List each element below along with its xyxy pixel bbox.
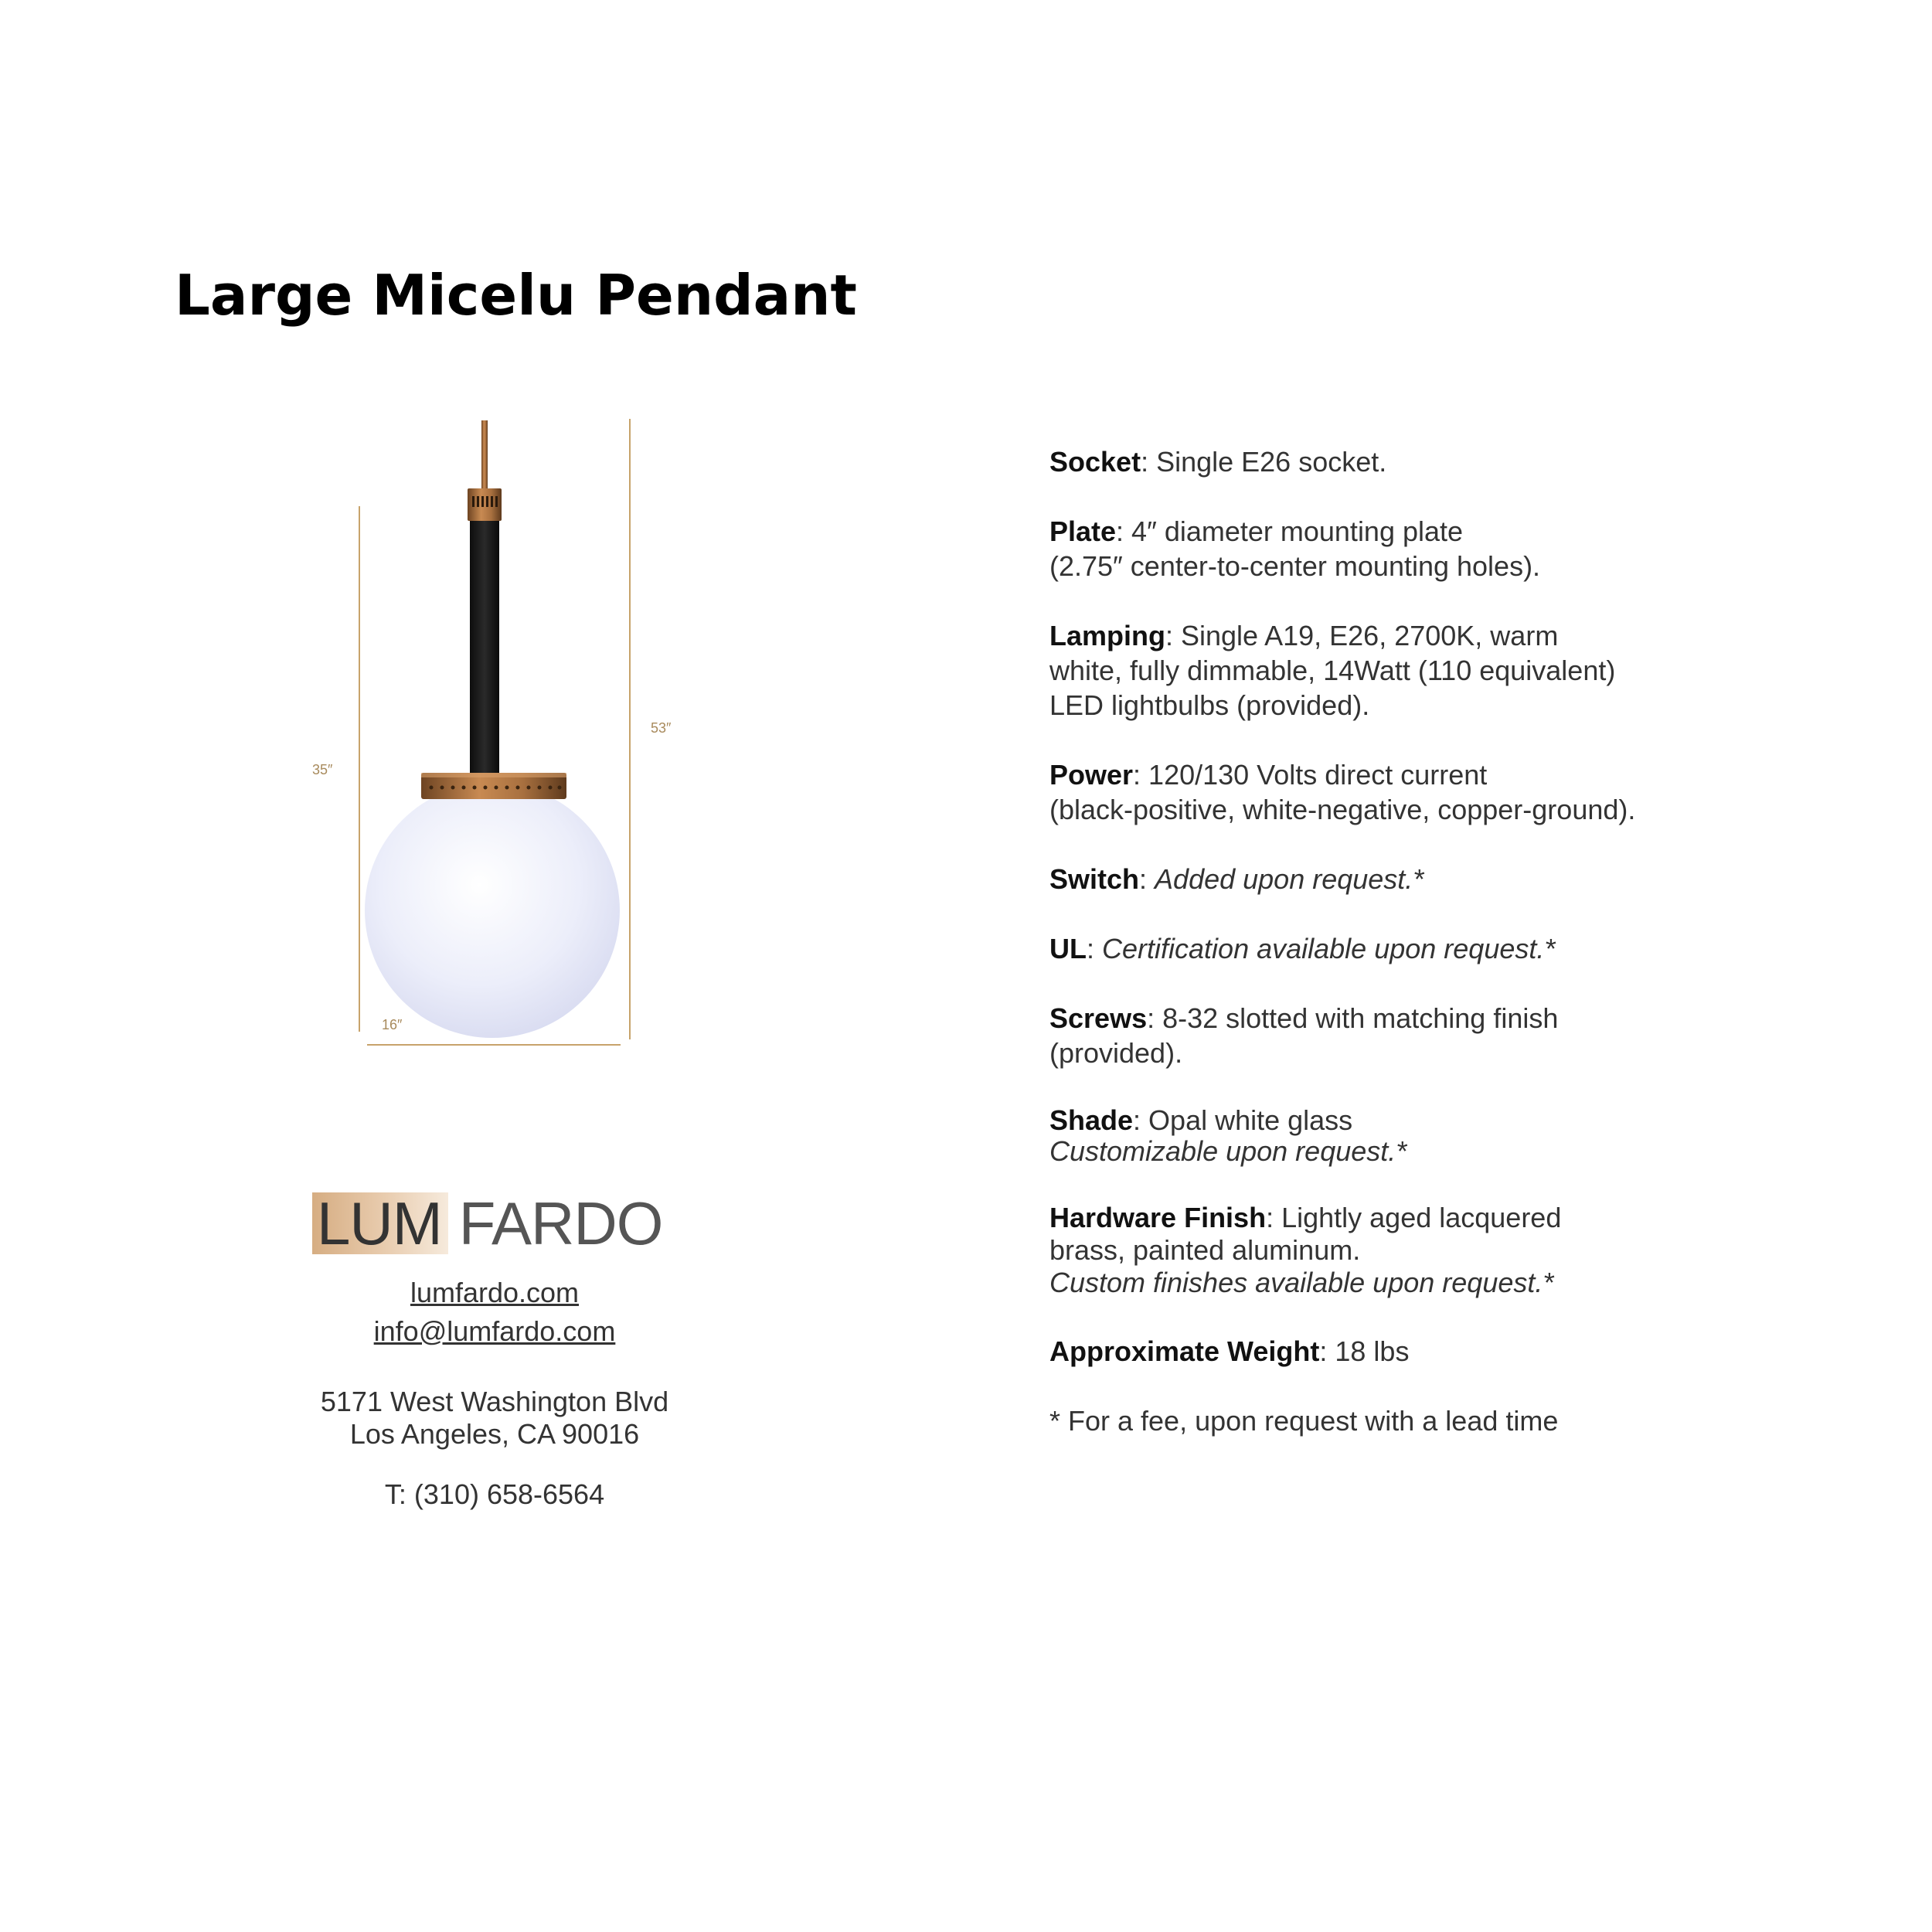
spec-ul: UL: Certification available upon request.* xyxy=(1049,933,1556,964)
spec-socket: Socket: Single E26 socket. xyxy=(1049,446,1387,478)
stem-rod xyxy=(481,420,488,490)
email-link[interactable]: info@lumfardo.com xyxy=(373,1315,616,1347)
address-line-2: Los Angeles, CA 90016 xyxy=(349,1418,640,1450)
email-link-wrap xyxy=(232,1315,757,1348)
spec-power: Power: 120/130 Volts direct current (black-positive, white-negative, copper-ground). xyxy=(1049,759,1636,825)
spec-shade: Shade: Opal white glass Customizable upon request.* xyxy=(1049,1104,1407,1167)
logo-lum: LUM xyxy=(312,1192,448,1254)
dim-label-16: 16″ xyxy=(382,1017,403,1032)
spec-weight: Approximate Weight: 18 lbs xyxy=(1049,1335,1410,1367)
pendant-illustration xyxy=(294,410,696,1051)
spec-lamping: Lamping: Single A19, E26, 2700K, warm white, fully dimmable, 14Watt (110 equivalent) LED lightbulbs (provided). xyxy=(1049,620,1616,721)
website-link-wrap xyxy=(232,1277,757,1309)
phone-number: T: (310) 658-6564 xyxy=(384,1478,605,1510)
dim-label-53: 53″ xyxy=(651,720,672,736)
logo-fardo: FARDO xyxy=(458,1189,663,1257)
spec-list xyxy=(1049,444,1745,1438)
black-tube xyxy=(470,521,499,776)
opal-glass-globe xyxy=(365,783,620,1038)
page-title: Large Micelu Pendant xyxy=(175,263,857,328)
pendant-diagram xyxy=(294,410,696,1051)
spec-plate: Plate: 4″ diameter mounting plate (2.75″ center-to-center mounting holes). xyxy=(1049,515,1541,582)
spec-switch: Switch: Added upon request.* xyxy=(1049,863,1424,895)
spec-hardware-finish: Hardware Finish: Lightly aged lacquered brass, painted aluminum. Custom finishes available upon request.* xyxy=(1049,1202,1562,1298)
website-link[interactable]: lumfardo.com xyxy=(410,1277,580,1308)
spec-footnote: * For a fee, upon request with a lead time xyxy=(1049,1405,1559,1437)
lumfardo-logo xyxy=(312,1189,663,1257)
address-line-1: 5171 West Washington Blvd xyxy=(320,1386,669,1417)
spec-screws: Screws: 8-32 slotted with matching finish (provided). xyxy=(1049,1002,1559,1069)
dim-label-35: 35″ xyxy=(312,762,333,777)
